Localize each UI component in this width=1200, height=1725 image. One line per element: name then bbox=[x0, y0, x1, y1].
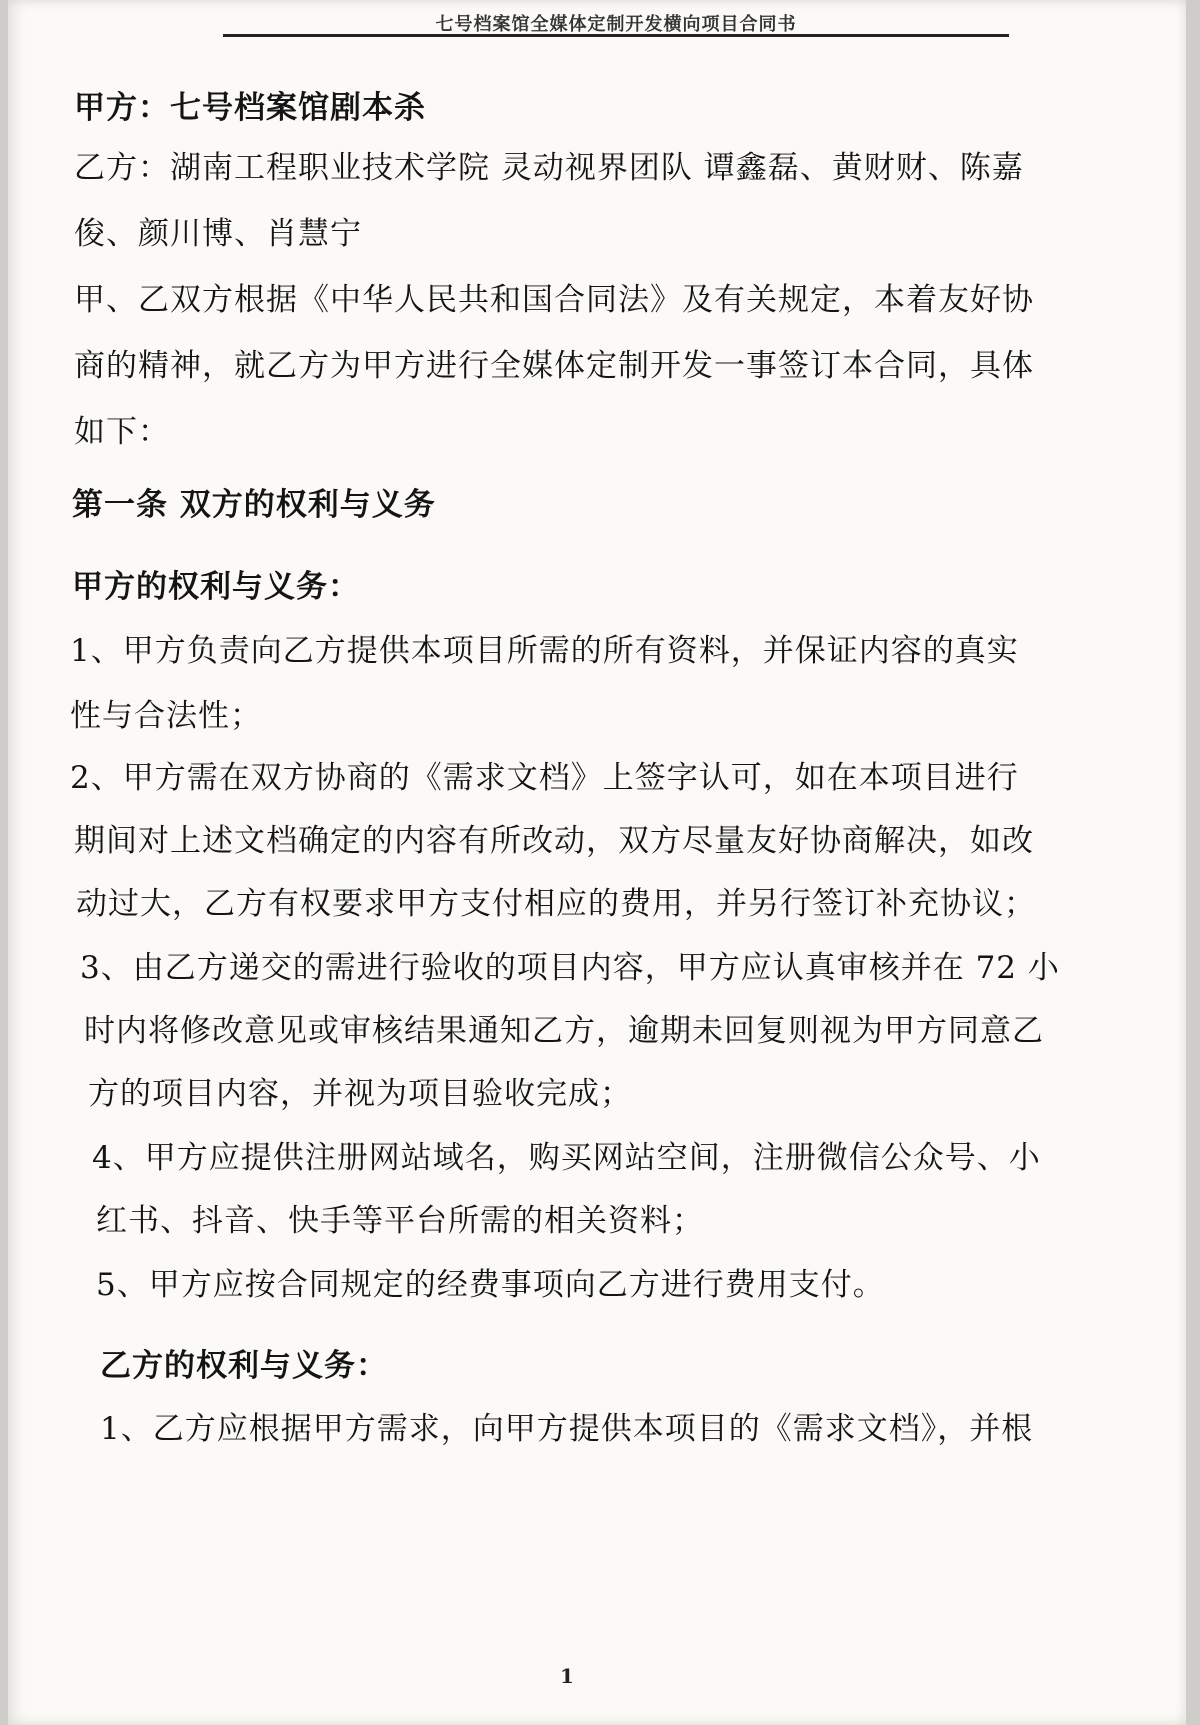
party-b-line-1: 乙方：湖南工程职业技术学院 灵动视界团队 谭鑫磊、黄财财、陈嘉 bbox=[74, 150, 1024, 186]
party-a-clause-line: 红书、抖音、快手等平台所需的相关资料； bbox=[96, 1203, 704, 1239]
party-a-clause-line: 动过大，乙方有权要求甲方支付相应的费用，并另行签订补充协议； bbox=[76, 886, 1036, 922]
party-a-clause-line: 2、甲方需在双方协商的《需求文档》上签字认可，如在本项目进行 bbox=[70, 760, 1019, 796]
preamble-line-1: 甲、乙双方根据《中华人民共和国合同法》及有关规定，本着友好协 bbox=[74, 282, 1034, 318]
party-a-clause-line: 方的项目内容，并视为项目验收完成； bbox=[88, 1076, 632, 1112]
party-a-clause-line: 期间对上述文档确定的内容有所改动，双方尽量友好协商解决，如改 bbox=[74, 823, 1034, 859]
party-a-line: 甲方：七号档案馆剧本杀 bbox=[74, 90, 426, 126]
party-a-clause-line: 3、由乙方递交的需进行验收的项目内容，甲方应认真审核并在 72 小 bbox=[80, 950, 1060, 986]
party-a-clause-line: 1、甲方负责向乙方提供本项目所需的所有资料，并保证内容的真实 bbox=[70, 633, 1019, 669]
party-b-clause-line: 1、乙方应根据甲方需求，向甲方提供本项目的《需求文档》，并根 bbox=[100, 1411, 1034, 1447]
party-a-clause-line: 5、甲方应按合同规定的经费事项向乙方进行费用支付。 bbox=[96, 1267, 885, 1303]
document-page bbox=[8, 0, 1186, 1725]
preamble-line-2: 商的精神，就乙方为甲方进行全媒体定制开发一事签订本合同，具体 bbox=[74, 348, 1034, 384]
party-b-line-2: 俊、颜川博、肖慧宁 bbox=[74, 216, 362, 252]
preamble-line-3: 如下： bbox=[74, 414, 170, 450]
page-number: 1 bbox=[560, 1664, 574, 1688]
article-1-title: 第一条 双方的权利与义务 bbox=[72, 487, 436, 523]
party-a-clause-line: 性与合法性； bbox=[70, 698, 262, 734]
party-a-section-title: 甲方的权利与义务： bbox=[72, 569, 360, 605]
party-a-clause-line: 时内将修改意见或审核结果通知乙方，逾期未回复则视为甲方同意乙 bbox=[84, 1013, 1044, 1049]
party-a-clause-line: 4、甲方应提供注册网站域名，购买网站空间，注册微信公众号、小 bbox=[92, 1140, 1041, 1176]
document-header bbox=[223, 0, 1009, 37]
party-b-section-title: 乙方的权利与义务： bbox=[100, 1348, 388, 1384]
header-title: 七号档案馆全媒体定制开发横向项目合同书 bbox=[435, 14, 797, 35]
